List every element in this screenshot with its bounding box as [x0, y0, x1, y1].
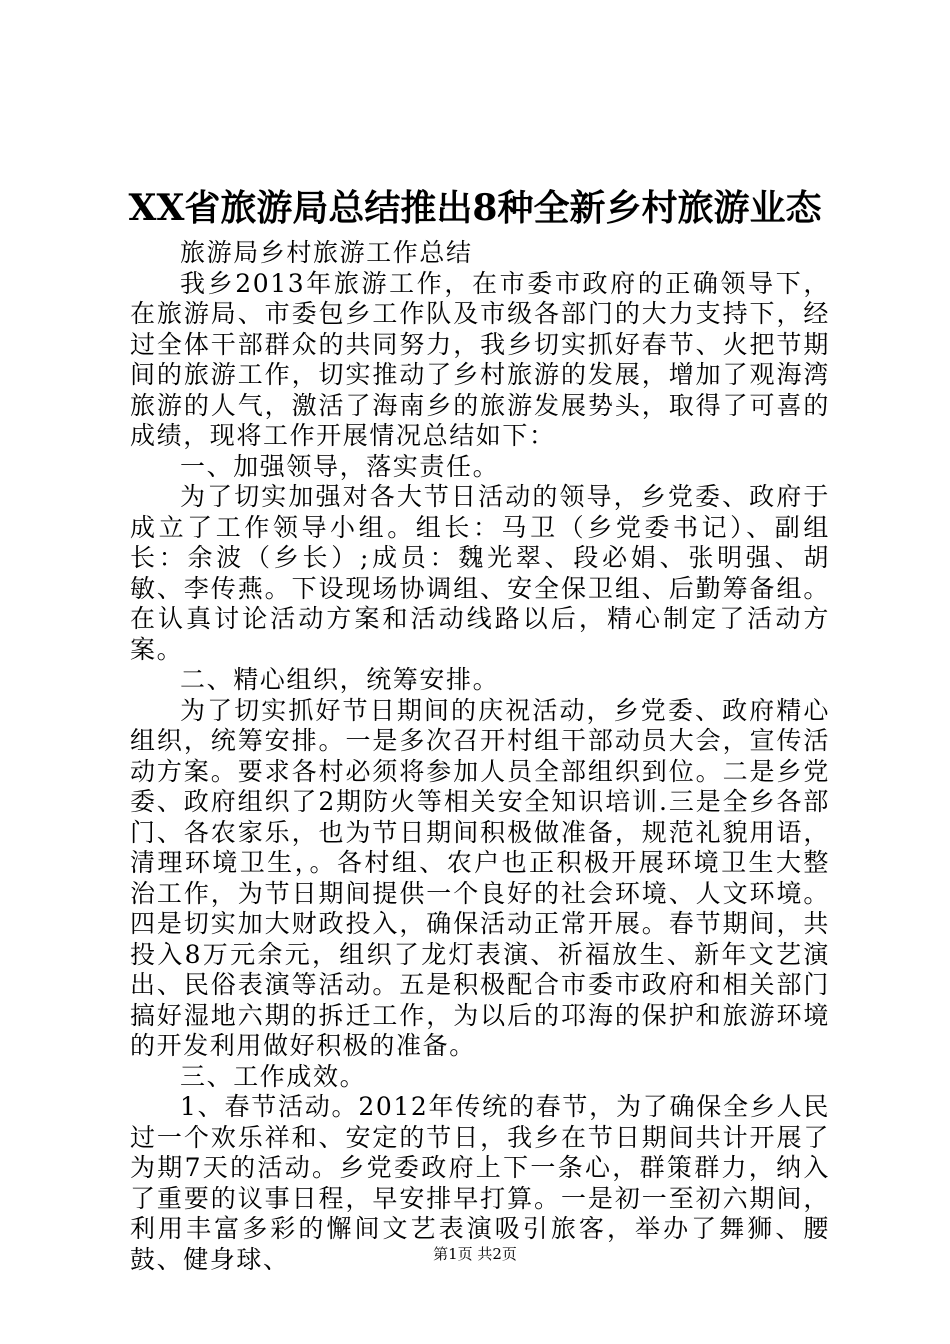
paragraph-section-3: 1、春节活动。2012年传统的春节，为了确保全乡人民过一个欢乐祥和、安定的节日，我乡在节日期间共计开展了为期7天的活动。乡党委政府上下一条心，群策群力，纳入了重要的议事日程，早安排早打算。一是初一至初六期间，利用丰富多彩的懈间文艺表演吸引旅客，举办了舞狮、腰鼓、健身球、	[130, 1092, 830, 1274]
paragraph-intro: 我乡2013年旅游工作，在市委市政府的正确领导下，在旅游局、市委包乡工作队及市级各部门的大力支持下，经过全体干部群众的共同努力，我乡切实抓好春节、火把节期间的旅游工作，切实推动了乡村旅游的发展，增加了观海湾旅游的人气，激活了海南乡的旅游发展势头，取得了可喜的成绩，现将工作开展情况总结如下：	[130, 268, 830, 450]
paragraph-subtitle: 旅游局乡村旅游工作总结	[180, 238, 473, 267]
paragraph-section-1: 为了切实加强对各大节日活动的领导，乡党委、政府于成立了工作领导小组。组长：马卫（乡党委书记）、副组长：余波（乡长）;成员：魏光翠、段必娟、张明强、胡敏、李传燕。下设现场协调组、安全保卫组、后勤筹备组。在认真讨论活动方案和活动线路以后，精心制定了活动方案。	[130, 482, 830, 664]
page-number-footer: 第1页 共2页	[433, 1245, 517, 1263]
document-body	[130, 238, 830, 1275]
section-heading-2: 二、精心组织，统筹安排。	[180, 665, 500, 694]
section-heading-3: 三、工作成效。	[180, 1061, 367, 1091]
document-title: XX省旅游局总结推出8种全新乡村旅游业态	[128, 187, 822, 229]
section-heading-1: 一、加强领导，落实责任。	[180, 451, 500, 481]
paragraph-section-2: 为了切实抓好节日期间的庆祝活动，乡党委、政府精心组织，统筹安排。一是多次召开村组干部动员大会，宣传活动方案。要求各村必须将参加人员全部组织到位。二是乡党委、政府组织了2期防火等相关安全知识培训.三是全乡各部门、各农家乐，也为节日期间积极做准备，规范礼貌用语，清理环境卫生，。各村组、农户也正积极开展环境卫生大整治工作，为节日期间提供一个良好的社会环境、人文环境。四是切实加大财政投入，确保活动正常开展。春节期间，共投入8万元余元，组织了龙灯表演、祈福放生、新年文艺演出、民俗表演等活动。五是积极配合市委市政府和相关部门搞好湿地六期的拆迁工作，为以后的邛海的保护和旅游环境的开发利用做好积极的准备。	[130, 695, 830, 1060]
